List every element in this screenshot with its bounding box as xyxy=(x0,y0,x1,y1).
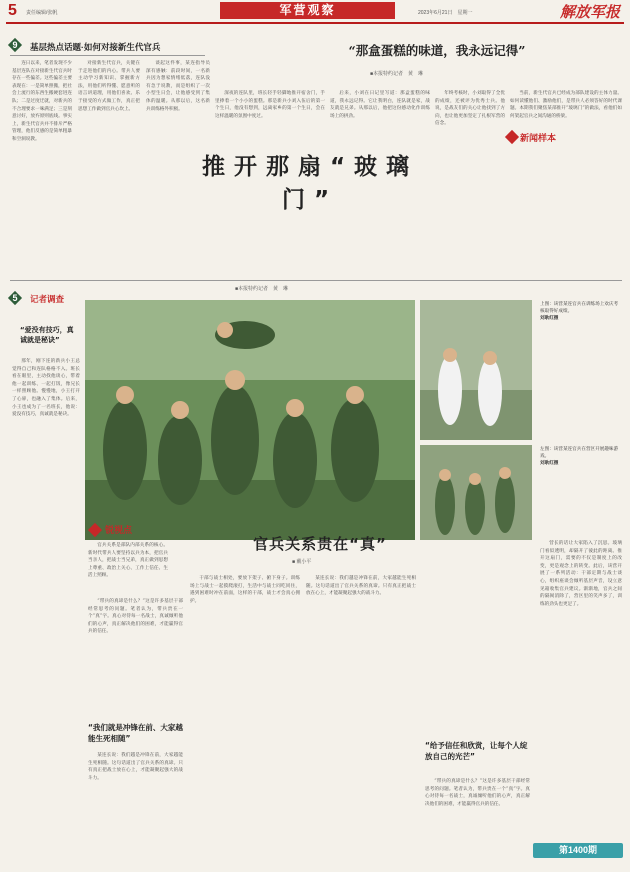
right-top-caption-text: 上图：该营某连官兵在训练场上欢庆考核取得好成绩。 xyxy=(540,301,619,313)
reporter-text: 那年，刚下连的新兵小王总觉得自己和连队格格不入。班长看在眼里，主动找他谈心，带着他一起训练、一起打饭，像兄长一样照顾他。慢慢地，小王打开了心扉，也融入了集体。后来，小王也成为了一名班长，他说：爱没有技巧，真诚就是秘诀。 xyxy=(12,359,80,418)
right-photo-top xyxy=(420,300,532,440)
sharp-view-text: 官兵关系是部队内部关系的核心。新时代带兵人要坚持以兵为本，把官兵当亲人，把战士当兄弟，真正做到思想上尊重、政治上关心、工作上信任、生活上照顾。 xyxy=(88,543,168,579)
sharp-view-title: 锐视点 xyxy=(105,525,133,535)
top-section-title: 基层热点话题·如何对接新生代官兵 xyxy=(30,42,161,52)
right-top-caption xyxy=(540,300,622,321)
main-headline: 推开那扇“玻璃门” xyxy=(201,154,419,213)
top-section-col2: 对接新生代官兵，关键在于走进他们的内心。带兵人要主动学习新知识、掌握新方法，用他们听得懂、愿意听的语言讲道理，用他们喜欢、乐于接受的方式做工作，真正把思想工作做到官兵心坎上。 xyxy=(78,61,140,112)
issue-number-pill: 第1400期 xyxy=(533,843,623,858)
main-story-right-col: 营长的话让大家陷入了沉思。玻璃门看似透明，却隔开了彼此的距离。推开这扇门，需要的不仅是制度上的改变，更是观念上的转变。此后，该营开展了一系列活动：干部定期与战士谈心，组织座谈会倾听基层声音，设立意见箱收集官兵建议。渐渐地，官兵之间的隔阂消除了，营区里的笑声多了，训练的劲头也更足了。 xyxy=(540,541,622,607)
right-bottom-caption-text: 左图：该营某连官兵在营区开展趣味游戏。 xyxy=(540,446,619,458)
section-title: 军营观察 xyxy=(220,2,395,19)
right-photo-bottom-illustration xyxy=(420,445,532,540)
new-sample-text: 当前，新生代官兵已经成为部队建设的主体力量。如何读懂他们、激励他们，是带兵人必须答好的时代课题。本期我们聚焦某部推开“玻璃门”的做法，看他们如何架起官兵之间沟通的桥梁。 xyxy=(510,91,622,119)
masthead-rule xyxy=(6,22,624,24)
right-bottom-credit: 刘耿红摄 xyxy=(540,460,559,465)
issue-date: 2023年6月21日 星期一 xyxy=(418,10,473,16)
section-number: 9 xyxy=(12,40,18,50)
bottom-headline: 官兵关系贵在“真” xyxy=(253,535,387,553)
main-byline: ■本报特约记者 黄 琳 xyxy=(235,286,289,292)
top-section-col1: 连日以来，笔者发现不少基层连队在对接新生代官兵时存在一些偏差。这些偏差主要表现在：一是简单照搬，把社会上流行的东西生搬硬套进连队；二是过度迁就，对新兵的不合理要求一味满足；三是刻意讨好，放弃原则底线。事实上，新生代官兵并不排斥严格管理，他们反感的是简单粗暴和空洞说教。 xyxy=(12,61,72,142)
bottom-byline: ■ 戴小平 xyxy=(292,559,312,565)
bottom-col1b: 某连长说：我们越是冲锋在前，大家越能生死相随。这句话道出了官兵关系的真谛。只有真正把战士放在心上，才能凝聚起强大的战斗力。 xyxy=(88,753,183,781)
right-photo-top-illustration xyxy=(420,300,532,440)
soldiers-photo-illustration xyxy=(85,300,415,540)
reporter-subhead: “爱没有技巧，真诚就是秘诀” xyxy=(20,326,74,344)
bottom-col3: 某连长说：我们越是冲锋在前，大家越能生死相随。这句话道出了官兵关系的真谛。只有真正把战士放在心上，才能凝聚起强大的战斗力。 xyxy=(306,576,416,597)
top-rule xyxy=(10,55,205,56)
pull-quote-2: “给予信任和欣赏，让每个人绽放自己的光芒” xyxy=(425,741,528,761)
bottom-col2: 干部与战士相处，要放下架子、俯下身子。训练场上与战士一起摸爬滚打，生活中与战士同吃同住，遇到困难时冲在前面，这样的干部，战士才会真心拥护。 xyxy=(190,576,300,604)
reporter-title: 记者调查 xyxy=(30,294,65,304)
story1-byline: ■本报特约记者 黄 琳 xyxy=(370,71,424,77)
story1-col1: 深夜的连队里，班长轻手轻脚地推开宿舍门，手里捧着一个小小的蛋糕。那是新兵小刘入伍后的第一个生日，他没有想到，远离家乡的第一个生日，会在这样温暖的氛围中度过。 xyxy=(215,91,325,119)
reporter-number: 5 xyxy=(12,293,18,303)
masthead xyxy=(0,0,630,22)
new-sample-label: 新闻样本 xyxy=(520,133,557,143)
right-top-credit: 刘耿红摄 xyxy=(540,315,559,320)
new-sample-diamond-icon xyxy=(505,130,519,144)
story1-col3: 年终考核时，小刘取得了全优的成绩，还被评为优秀士兵。他说，是战友们的关心让他找到了方向，也让他更加坚定了扎根军营的信念。 xyxy=(435,91,505,127)
main-photo xyxy=(85,300,415,540)
story1-col2: 后来，小刘在日记里写道：那盒蛋糕的味道，我永远记得。它让我明白，连队就是家，战友就是兄弟。从那以后，他把这份感动化作训练场上的拼劲。 xyxy=(330,91,430,119)
newspaper-logo: 解放军报 xyxy=(560,3,621,21)
bottom-col1: “带兵的真谛是什么？”这是许多基层干部经常思考的问题。笔者认为，带兵贵在一个“真”字。真心对待每一名战士，真诚倾听他们的心声，真正解决他们的困难，才能赢得官兵的信任。 xyxy=(88,599,183,635)
story1-headline: “那盒蛋糕的味道，我永远记得” xyxy=(348,43,526,58)
bottom-col4: “带兵的真谛是什么？”这是许多基层干部经常思考的问题。笔者认为，带兵贵在一个“真”字。真心对待每一名战士，真诚倾听他们的心声，真正解决他们的困难，才能赢得官兵的信任。 xyxy=(425,779,530,807)
top-section-col3: 谈起这件事，某连指导员深有感触：前段时间，一名新兵因为想家情绪低落，连队没有急于说教，而是组织了一次小型生日会，让他感受到了集体的温暖。从那以后，这名新兵训练格外积极。 xyxy=(146,61,210,112)
page-number: 5 xyxy=(8,2,17,19)
pull-quote-1: “我们就是冲锋在前、大家越能生死相随” xyxy=(88,723,183,743)
main-rule xyxy=(10,280,622,281)
right-bottom-caption xyxy=(540,445,622,466)
right-photo-bottom xyxy=(420,445,532,540)
editor-line: 责任编辑/张帆 xyxy=(26,10,58,16)
